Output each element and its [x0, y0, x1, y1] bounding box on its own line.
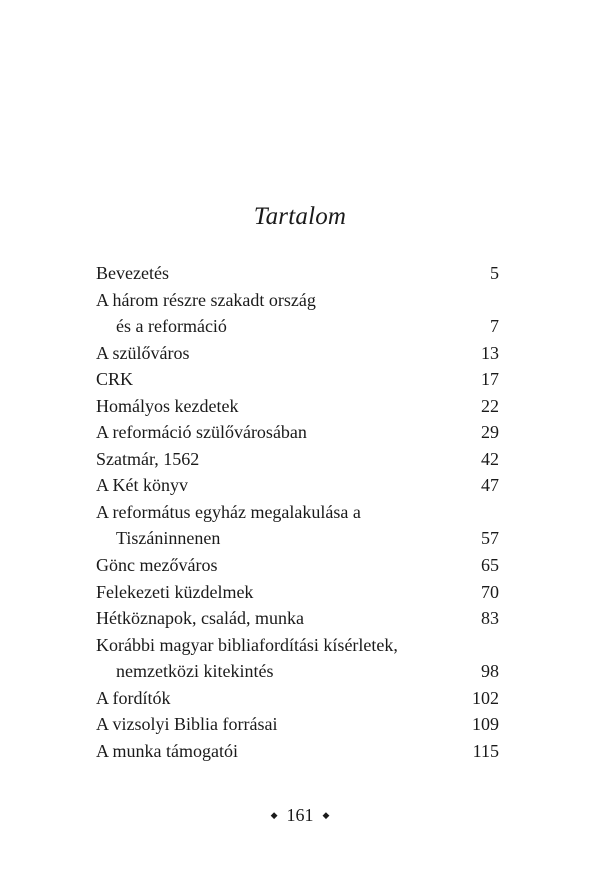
- toc-entry: [96, 632, 499, 659]
- toc-entry-page: 17: [481, 369, 499, 390]
- toc-entry-title: A munka támogatói: [96, 740, 238, 761]
- toc-entry-title: Gönc mezőváros: [96, 555, 218, 576]
- toc-entry: [96, 685, 499, 712]
- toc-entry: [96, 419, 499, 446]
- toc-entry: [96, 260, 499, 287]
- toc-entry-title: A reformáció szülővárosában: [96, 422, 307, 443]
- toc-entry: [96, 366, 499, 393]
- toc-entry: [96, 499, 499, 526]
- toc-entry-title: A három részre szakadt ország: [96, 289, 316, 310]
- toc-entry: [96, 313, 499, 340]
- toc-entry: [96, 552, 499, 579]
- toc-entry: [96, 393, 499, 420]
- toc-entry-page: 115: [472, 740, 499, 761]
- toc-entry-title: Homályos kezdetek: [96, 395, 239, 416]
- toc-entry: [96, 658, 499, 685]
- toc-entry: [96, 472, 499, 499]
- toc-entry-title: Korábbi magyar bibliafordítási kísérletek,: [96, 634, 398, 655]
- toc-entry: [96, 605, 499, 632]
- toc-entry-page: 22: [481, 395, 499, 416]
- toc-entry-page: 57: [481, 528, 499, 549]
- toc-entry-title: Tiszáninnenen: [116, 528, 221, 549]
- toc-entry: [96, 525, 499, 552]
- toc-entry-page: 47: [481, 475, 499, 496]
- toc-entry-title: A fordítók: [96, 687, 171, 708]
- toc-entry-title: A református egyház megalakulása a: [96, 501, 361, 522]
- diamond-ornament-icon: ◆: [322, 810, 330, 820]
- toc-entry-page: 5: [490, 263, 499, 283]
- page-number-value: 161: [286, 805, 314, 825]
- toc-entry-title: nemzetközi kitekintés: [116, 661, 274, 682]
- page-title: Tartalom: [253, 203, 347, 230]
- toc-entry-page: 70: [481, 581, 499, 602]
- toc-entry-title: A vizsolyi Biblia forrásai: [96, 714, 278, 735]
- toc-entry-title: Felekezeti küzdelmek: [96, 581, 254, 602]
- toc-entry-title: A Két könyv: [96, 475, 188, 496]
- page-number: [0, 805, 600, 826]
- toc-entry-title: A szülőváros: [96, 342, 190, 363]
- diamond-ornament-icon: ◆: [270, 810, 278, 820]
- toc-entry-title: Bevezetés: [96, 263, 169, 283]
- toc-entry-page: 13: [481, 342, 499, 363]
- toc-entry-page: 7: [490, 316, 499, 337]
- toc-entry-title: Hétköznapok, család, munka: [96, 608, 304, 629]
- toc-entry: [96, 579, 499, 606]
- toc-entry-title: CRK: [96, 369, 134, 390]
- toc-entry-page: 42: [481, 448, 499, 469]
- toc-entry-title: Szatmár, 1562: [96, 448, 200, 469]
- toc-entry-page: 102: [472, 687, 499, 708]
- toc-entry: [96, 340, 499, 367]
- toc-entry: [96, 446, 499, 473]
- toc-entry: [96, 738, 499, 765]
- toc-entry-page: 109: [472, 714, 499, 735]
- toc-entry: [96, 711, 499, 738]
- toc-entry-page: 83: [481, 608, 499, 629]
- table-of-contents: [96, 260, 499, 764]
- toc-entry-page: 65: [481, 555, 499, 576]
- toc-entry-page: 29: [481, 422, 499, 443]
- toc-entry: [96, 287, 499, 314]
- toc-entry-title: és a reformáció: [116, 316, 227, 337]
- toc-entry-page: 98: [481, 661, 499, 682]
